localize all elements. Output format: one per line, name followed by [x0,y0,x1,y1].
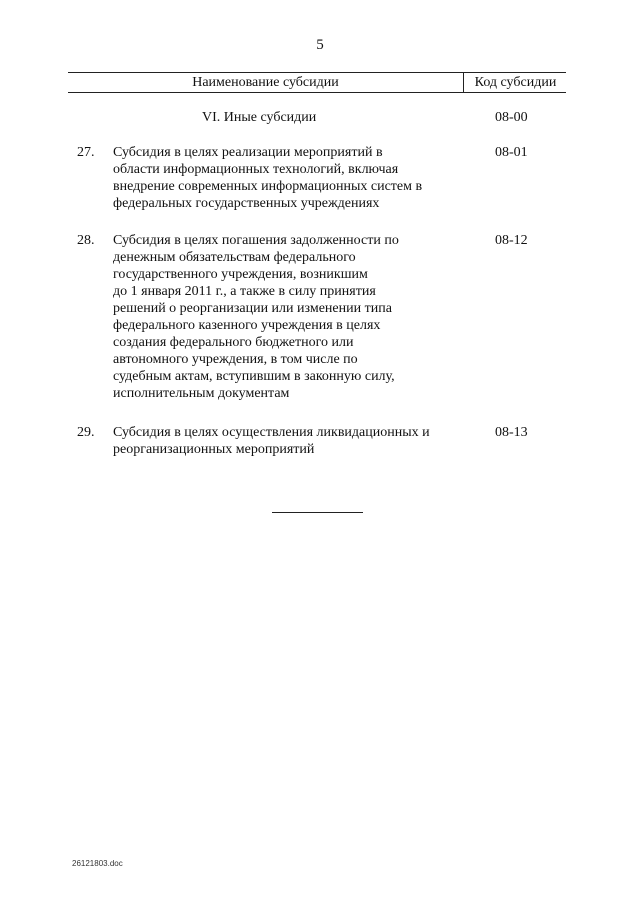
row-description: Субсидия в целях осуществления ликвидационных и реорганизационных мероприятий [113,425,430,457]
row-description: Субсидия в целях погашения задолженности по денежным обязательствам федерального государственного учреждения, возникшим до 1 января 2011 г., а также в силу принятия решений о реорганизации или изменении типа федерального казенного учреждения в целях создания федерального бюджетного или автономного учреждения, в том числе по судебным актам, вступившим в законную силу, исполнительным документам [113,233,399,401]
section-code: 08-00 [495,110,528,125]
end-divider [272,512,363,513]
page-number: 5 [316,37,324,53]
section-title: VI. Иные субсидии [202,110,317,125]
header-subsidy-code: Код субсидии [463,73,567,92]
row-code: 08-01 [495,145,528,160]
row-number: 28. [77,233,95,248]
header-subsidy-name: Наименование субсидии [192,75,339,90]
row-description: Субсидия в целях реализации мероприятий в области информационных технологий, включая внедрение современных информационных систем в федеральных государственных учреждениях [113,145,423,211]
row-code: 08-12 [495,233,528,248]
table-header [68,72,566,93]
document-filename: 26121803.doc [72,859,123,868]
row-number: 27. [77,145,95,160]
row-number: 29. [77,425,95,440]
row-code: 08-13 [495,425,528,440]
